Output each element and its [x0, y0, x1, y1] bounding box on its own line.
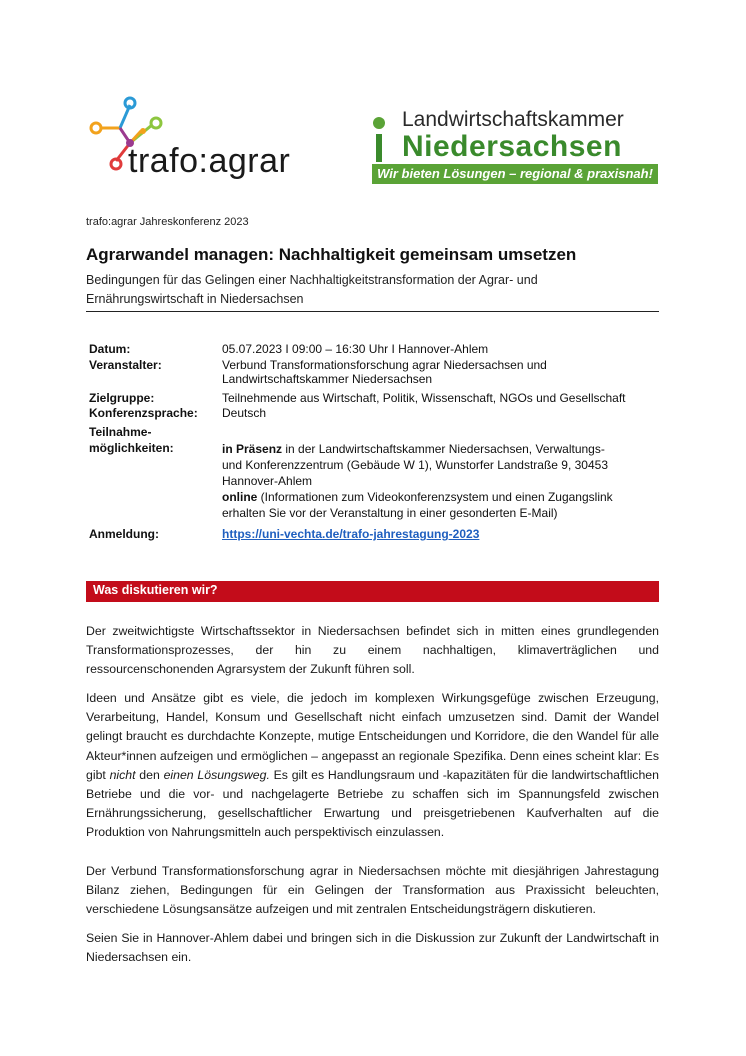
paragraph-3: Der Verbund Transformationsforschung agrar in Niedersachsen möchte mit diesjährigen Jahrestagung Bilanz ziehen, Bedingungen für ein Gelingen der Transformation aus Praxissicht beleuchten, verschiedene Lösungsansätze aufzeigen und mit zentralen Entscheidungsträgern diskutieren. [86, 864, 659, 917]
online-rest: (Informationen zum Videokonferenzsystem und einen Zugangslink [257, 490, 613, 504]
lwk-bar-icon [376, 134, 382, 162]
paragraph-1: Der zweitwichtigste Wirtschaftssektor in Niedersachsen befindet sich in mitten eines grundlegenden Transformationsprozesses, der hin zu einem nachhaltigen, klimaverträglichen und ressourcenschonenden Agrarsystem der Zukunft führen soll. [86, 624, 659, 677]
praesenz-line-1 [222, 441, 652, 457]
zielgruppe-value: Teilnehmende aus Wirtschaft, Politik, Wissenschaft, NGOs und Gesellschaft [222, 391, 626, 405]
teilnahme-value [222, 441, 652, 521]
lwk-wordmark-line1: Landwirtschaftskammer [402, 108, 624, 131]
online-bold: online [222, 490, 258, 504]
paragraph-2-part-a: Ideen und Ansätze gibt es viele, die jedoch im komplexen Wirkungsgefüge zwischen Erzeugung, Verarbeitung, Handel, Konsum und Gesellschaft nicht einfach umzusetzen sind. Damit der Wandel gelingt braucht es durchdachte Konzepte, mutige Entscheidungen und Korridore, die den Wandel für alle Akteur*innen aufzeigen und ermöglichen – angepasst an regionale Spezifika. Denn eines scheint klar: Es gibt [86, 691, 659, 782]
praesenz-rest: in der Landwirtschaftskammer Niedersachsen, Verwaltungs- [282, 442, 605, 456]
anmeldung-label: Anmeldung: [89, 527, 159, 541]
zielgruppe-label: Zielgruppe: [89, 391, 155, 405]
section-header [86, 581, 659, 602]
praesenz-line-3: Hannover-Ahlem [222, 474, 313, 488]
teilnahme-label-line-2: möglichkeiten: [89, 441, 174, 455]
paragraph-2-part-b: den [135, 767, 164, 782]
online-line-2: erhalten Sie vor der Veranstaltung in einer gesonderten E-Mail) [222, 506, 558, 520]
paragraph-2-nicht: nicht [109, 767, 136, 782]
subtitle-line-1: Bedingungen für das Gelingen einer Nachhaltigkeitstransformation der Agrar- und [86, 273, 538, 287]
teilnahme-label [89, 424, 174, 456]
paragraph-2 [86, 689, 659, 843]
lwk-logo [370, 106, 660, 190]
lwk-wordmark-line2: Niedersachsen [402, 130, 622, 163]
conference-label: trafo:agrar Jahreskonferenz 2023 [86, 216, 249, 228]
datum-value: 05.07.2023 I 09:00 – 16:30 Uhr I Hannover-Ahlem [222, 342, 489, 356]
veranstalter-line-1: Verbund Transformationsforschung agrar Niedersachsen und [222, 358, 547, 372]
title-divider [86, 311, 659, 312]
paragraph-4: Seien Sie in Hannover-Ahlem dabei und bringen sich in die Diskussion zur Zukunft der Landwirtschaft in Niedersachsen ein. [86, 931, 659, 965]
page-title: Agrarwandel managen: Nachhaltigkeit gemeinsam umsetzen [86, 245, 577, 264]
datum-label: Datum: [89, 342, 131, 356]
anmeldung-value [222, 527, 652, 541]
lwk-tagline: Wir bieten Lösungen – regional & praxisnah! [372, 164, 658, 184]
anmeldung-link[interactable]: https://uni-vechta.de/trafo-jahrestagung-2023 [222, 527, 480, 541]
subtitle-line-2: Ernährungswirtschaft in Niedersachsen [86, 292, 304, 306]
praesenz-line-2: und Konferenzzentrum (Gebäude W 1), Wunstorfer Landstraße 9, 30453 [222, 458, 608, 472]
veranstalter-line-2: Landwirtschaftskammer Niedersachsen [222, 372, 433, 386]
section-heading: Was diskutieren wir? [93, 583, 218, 597]
subtitle [86, 271, 646, 309]
praesenz-bold: in Präsenz [222, 442, 283, 456]
konferenzsprache-value: Deutsch [222, 406, 267, 420]
konferenzsprache-label: Konferenzsprache: [89, 406, 198, 420]
veranstalter-value [222, 358, 652, 386]
lwk-dot-icon [373, 117, 385, 129]
online-line-1 [222, 489, 652, 505]
trafo-agrar-wordmark: trafo:agrar [128, 142, 291, 180]
teilnahme-label-line-1: Teilnahme- [89, 425, 152, 439]
veranstalter-label: Veranstalter: [89, 358, 162, 372]
paragraph-2-loesungsweg: einen Lösungsweg. [163, 767, 270, 782]
paragraph-2-part-c: Es gilt es Handlungsraum und -kapazitäten für die landwirtschaftlichen Betriebe und die vor- und nachgelagerte Betriebe zu schaffen sich im Spannungsfeld zwischen Ernährungssicherung, gesellschaftlicher Erwartung und preisgetriebenen Kaufverhalten auf die Produktion von Nahrungsmitteln auch perspektivisch einzulassen. [86, 767, 659, 840]
